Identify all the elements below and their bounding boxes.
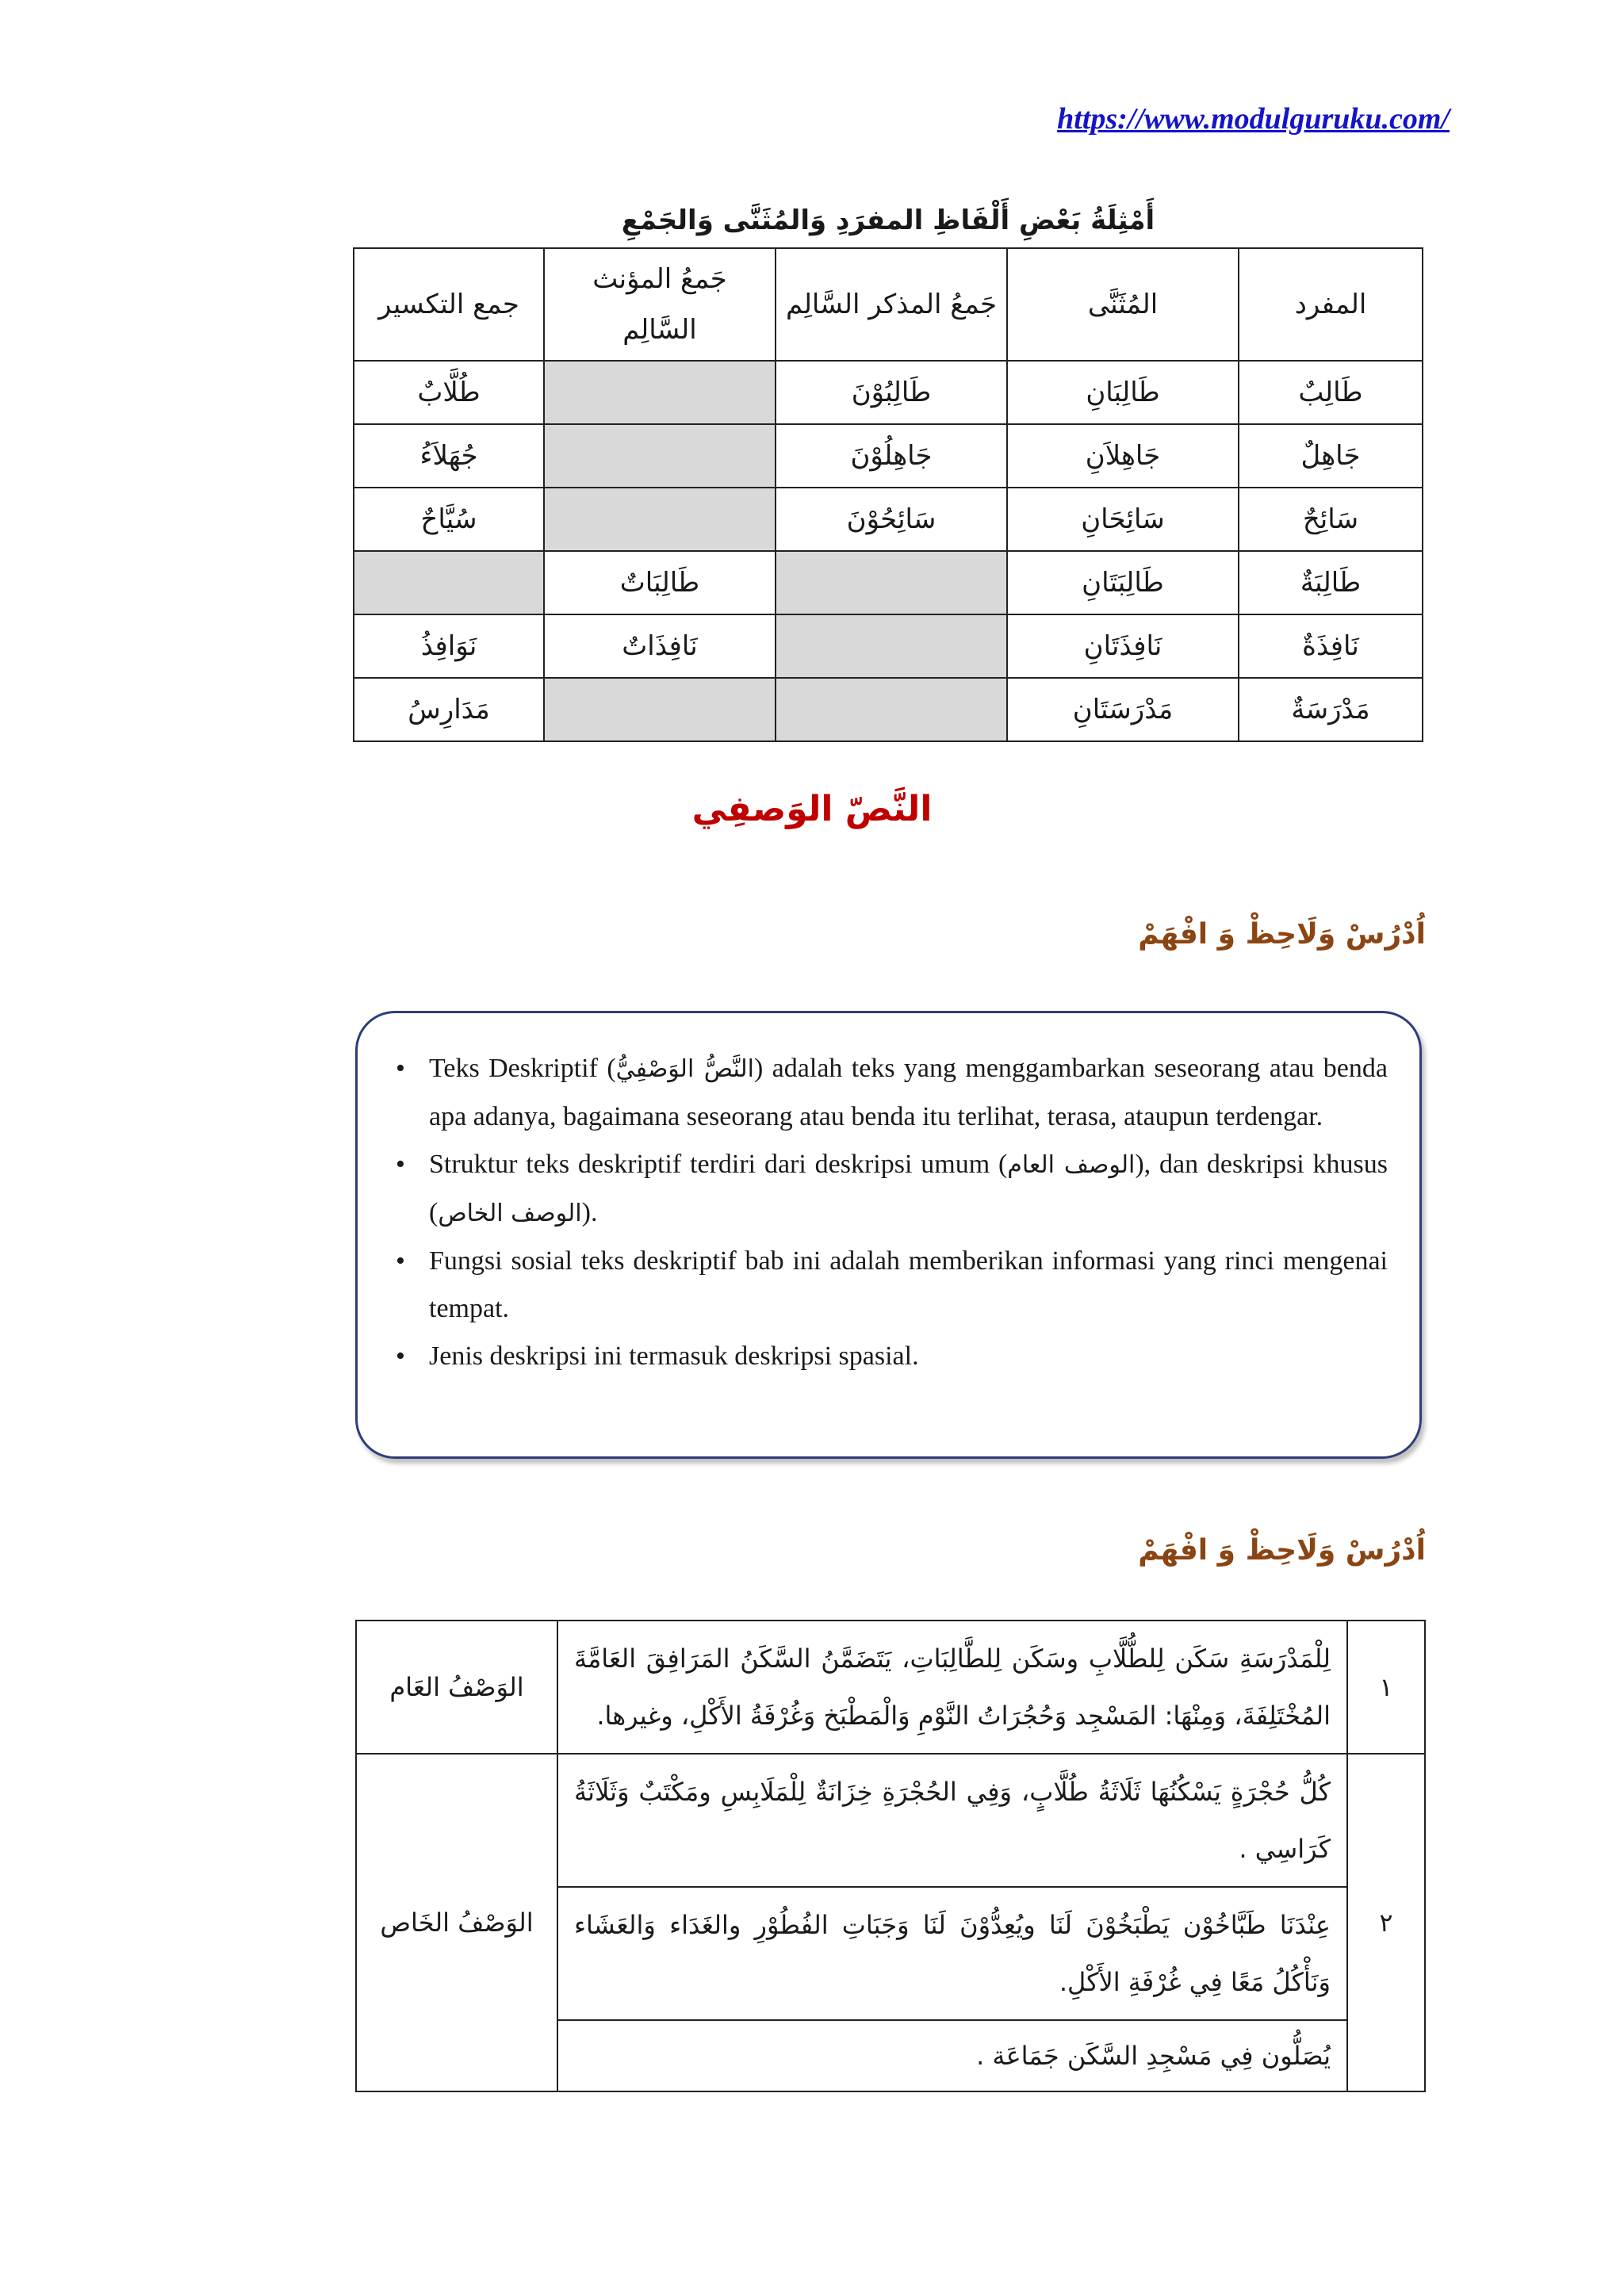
item-text: ). <box>581 1198 598 1227</box>
empty-cell <box>544 361 776 424</box>
header-jamak-taksir: جمع التكسير <box>354 248 544 361</box>
definition-box <box>355 1011 1422 1459</box>
empty-cell <box>776 614 1007 678</box>
arabic-term: الوصف العام <box>1007 1151 1136 1179</box>
item-text: ) adalah teks yang menggambarkan seseorang atau benda apa adanya, bagaimana seseorang atau benda itu terlihat, terasa, ataupun terdengar. <box>429 1054 1388 1131</box>
section-title: النَّصّ الوَصفِي <box>691 789 933 829</box>
table-row <box>356 1754 1425 1887</box>
item-text: Teks Deskriptif ( <box>429 1054 616 1083</box>
table-header-row <box>354 248 1423 361</box>
table-row <box>354 361 1423 424</box>
description-label: الوَصْفُ العَام <box>356 1621 557 1754</box>
cell: نَافِذَةٌ <box>1239 614 1423 678</box>
row-number: ٢ <box>1347 1754 1425 2091</box>
empty-cell <box>776 678 1007 741</box>
row-number: ١ <box>1347 1621 1425 1754</box>
definition-list <box>391 1045 1388 1380</box>
cell: مَدْرَسَتَانِ <box>1007 678 1239 741</box>
header-url-link[interactable]: https://www.modulguruku.com/ <box>1057 102 1450 136</box>
cell: سُيَّاحٌ <box>354 488 544 551</box>
table-caption: أَمْثِلَةُ بَعْضِ أَلْفَاظِ المفرَدِ وَالمُثَنَّى وَالجَمْعِ <box>621 205 1155 236</box>
table-row <box>354 551 1423 614</box>
cell: جُهَلاَءُ <box>354 424 544 488</box>
table-row <box>354 424 1423 488</box>
cell: مَدْرَسَةٌ <box>1239 678 1423 741</box>
empty-cell <box>776 551 1007 614</box>
table-row <box>354 614 1423 678</box>
cell: جَاهِلٌ <box>1239 424 1423 488</box>
description-text: يُصَلُّون فِي مَسْجِدِ السَّكَن جَمَاعَة . <box>557 2020 1347 2091</box>
cell: طُلَّابٌ <box>354 361 544 424</box>
description-text: لِلْمَدْرَسَةِ سَكَن لِلطُّلَّابِ وسَكَن لِلطَّالِبَاتِ، يَتَضَمَّنُ السَّكَنُ المَرَافِقَ العَامَّةَ المُخْتَلِفَةَ، وَمِنْهَا: المَسْجِد وَحُجُرَاتُ النَّوْمِ وَالْمَطْبَخ وَغُرْفَةُ الأَكْلِ، وغيرها. <box>557 1621 1347 1754</box>
cell: طَالِبُوْنَ <box>776 361 1007 424</box>
singular-dual-plural-table <box>353 247 1423 742</box>
cell: جَاهِلاَنِ <box>1007 424 1239 488</box>
cell: جَاهِلُوْنَ <box>776 424 1007 488</box>
list-item <box>429 1333 1388 1380</box>
table-row <box>354 488 1423 551</box>
cell: طَالِبَتَانِ <box>1007 551 1239 614</box>
item-text: Jenis deskripsi ini termasuk deskripsi spasial. <box>429 1341 919 1371</box>
cell: نَافِذَتَانِ <box>1007 614 1239 678</box>
cell: طَالِبَانِ <box>1007 361 1239 424</box>
cell: سَائِحُوْنَ <box>776 488 1007 551</box>
cell: نَوَافِذُ <box>354 614 544 678</box>
study-heading-1: اُدْرُسْ وَلَاحِظْ وَ افْهَمْ <box>1138 918 1426 951</box>
cell: طَالِبٌ <box>1239 361 1423 424</box>
description-label: الوَصْفُ الخَاص <box>356 1754 557 2091</box>
list-item <box>429 1141 1388 1238</box>
list-item <box>429 1045 1388 1141</box>
empty-cell <box>544 488 776 551</box>
empty-cell <box>544 678 776 741</box>
empty-cell <box>544 424 776 488</box>
arabic-term: النَّصُّ الوَصْفِيُّ <box>615 1055 754 1083</box>
table-row <box>354 678 1423 741</box>
header-mufrad: المفرد <box>1239 248 1423 361</box>
item-text: Fungsi sosial teks deskriptif bab ini adalah memberikan informasi yang rinci mengenai tempat. <box>429 1246 1388 1323</box>
cell: طَالِبَاتٌ <box>544 551 776 614</box>
cell: نَافِذَاتٌ <box>544 614 776 678</box>
description-text: كُلُّ حُجْرَةٍ يَسْكُنُهَا ثَلَاثَةُ طُلَّابٍ، وَفِي الحُجْرَةِ خِزَانَةٌ لِلْمَلَابِسِ ومَكْتَبٌ وَثَلَاثَةُ كَرَاسِي . <box>557 1754 1347 1887</box>
empty-cell <box>354 551 544 614</box>
table-row <box>356 1621 1425 1754</box>
header-jamak-muannats: جَمعُ المؤنث السَّالِم <box>544 248 776 361</box>
cell: سَائِحَانِ <box>1007 488 1239 551</box>
header-jamak-mudzakkar: جَمعُ المذكر السَّالِم <box>776 248 1007 361</box>
description-text: عِنْدَنَا طَبَّاخُوْن يَطْبَخُوْنَ لَنَا ويُعِدُّوْنَ لَنَا وَجَبَاتِ الفُطُوْرِ والغَدَاء وَالعَشَاء وَنَأْكُلُ مَعًا فِي غُرْفَةِ الأَكْلِ. <box>557 1887 1347 2020</box>
cell: مَدَارِسُ <box>354 678 544 741</box>
cell: طَالِبَةٌ <box>1239 551 1423 614</box>
study-heading-2: اُدْرُسْ وَلَاحِظْ وَ افْهَمْ <box>1138 1534 1426 1567</box>
header-mutsanna: المُثَنَّى <box>1007 248 1239 361</box>
arabic-term: الوصف الخاص <box>438 1200 582 1227</box>
cell: سَائِحٌ <box>1239 488 1423 551</box>
list-item <box>429 1238 1388 1333</box>
item-text: ), dan deskripsi khusus ( <box>429 1150 1388 1227</box>
item-text: Struktur teks deskriptif terdiri dari deskripsi umum ( <box>429 1150 1008 1179</box>
description-table <box>355 1620 1426 2092</box>
